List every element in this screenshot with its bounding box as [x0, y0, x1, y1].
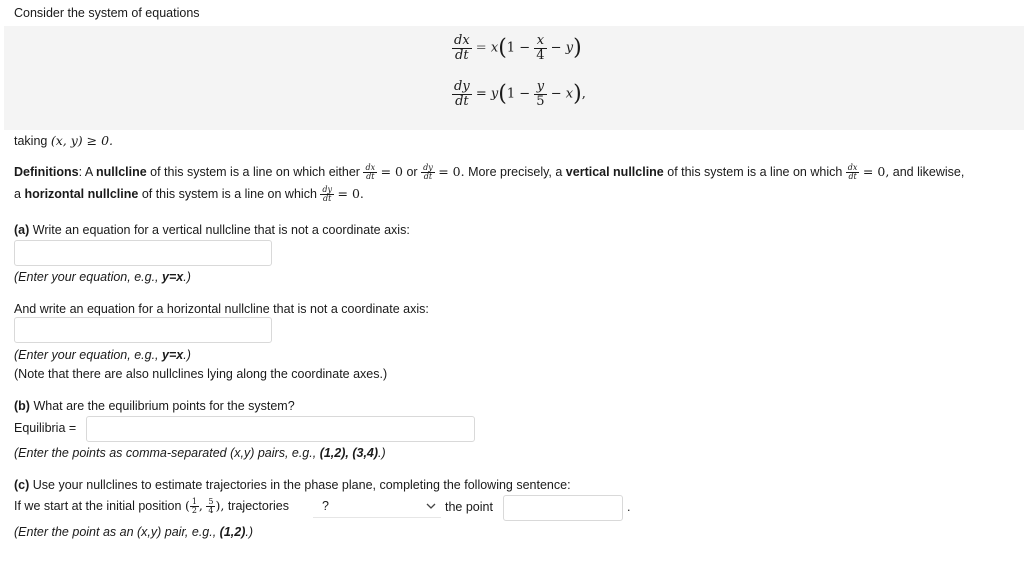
horizontal-nullcline-input[interactable] — [14, 317, 272, 343]
part-a-hint-1: (Enter your equation, e.g., y=x.) — [14, 270, 191, 284]
part-c-question: (c) Use your nullclines to estimate trajectories in the phase plane, completing the following sentence: — [14, 478, 571, 492]
target-point-input[interactable] — [503, 495, 623, 521]
domain-condition: taking (x, y) ≥ 0. — [14, 133, 114, 148]
part-c-sentence: If we start at the initial position ( $\frac{1}{2}$ , $\frac{5}{4}$ ), trajectories — [14, 497, 289, 516]
part-a-hint-2: (Enter your equation, e.g., y=x.) — [14, 348, 191, 362]
part-b-question: (b) What are the equilibrium points for the system? — [14, 399, 295, 413]
definitions-line-2: a horizontal nullcline of this system is a line on which $\frac{dy}{dt}$ = 0. — [14, 185, 364, 204]
part-a-question: (a) Write an equation for a vertical nullcline that is not a coordinate axis: — [14, 223, 410, 237]
equation-dx-dt: $\frac{dx}{dt}$ = x(1 − $\frac{x}{4}$ − y) — [454, 33, 582, 63]
part-b-hint: (Enter the points as comma-separated (x,y) pairs, e.g., (1,2), (3,4).) — [14, 446, 386, 460]
part-a-question-2: And write an equation for a horizontal nullcline that is not a coordinate axis: — [14, 302, 429, 316]
equilibria-label: Equilibria = — [14, 421, 77, 435]
part-a-note: (Note that there are also nullclines lying along the coordinate axes.) — [14, 367, 388, 381]
the-point-label: the point — [445, 500, 493, 514]
equation-dy-dt: $\frac{dy}{dt}$ = y(1 − $\frac{y}{5}$ − x), — [454, 79, 586, 109]
select-value: ? — [322, 499, 329, 513]
intro-text: Consider the system of equations — [14, 6, 200, 20]
definitions-line-1: Definitions: A nullcline of this system is a line on which either $\frac{dx}{dt}$ = 0 or $\frac{dy}{dt}$ = 0. More precisely, a vertical nullcline of this system is a line on which $\frac{dx}{dt}$ = 0, and likewise, — [14, 163, 965, 182]
sentence-period: . — [627, 500, 631, 514]
part-c-hint: (Enter the point as an (x,y) pair, e.g., (1,2).) — [14, 525, 254, 539]
equilibria-input[interactable] — [86, 416, 475, 442]
vertical-nullcline-input[interactable] — [14, 240, 272, 266]
chevron-down-icon — [425, 500, 437, 512]
trajectory-behavior-select[interactable] — [313, 496, 441, 518]
